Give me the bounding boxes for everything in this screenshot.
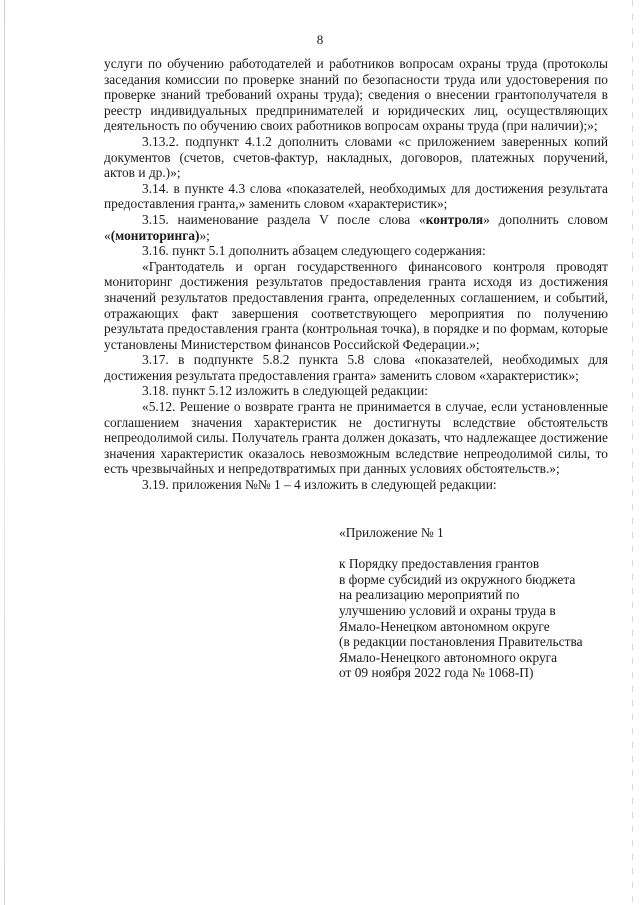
appendix-line: улучшению условий и охраны труда в <box>339 602 556 618</box>
text-run: 3.14. в пункте 4.3 слова «показателей, необходимых для достижения результата предоставления гранта,» заменить словом «характеристик»; <box>104 180 608 212</box>
text-run: 3.13.2. подпункт 4.1.2 дополнить словами «с приложением заверенных копий документов (счетов, счетов-фактур, накладных, договоров, платежных поручений, актов и др.)»; <box>104 133 608 181</box>
paragraph <box>104 477 608 493</box>
appendix-lines <box>339 556 629 681</box>
paragraph <box>104 181 608 212</box>
paragraph <box>104 383 608 399</box>
scan-edge-right <box>632 0 633 905</box>
text-run: » дополнить словом « <box>104 211 608 243</box>
text-run: 3.18. пункт 5.12 изложить в следующей редакции: <box>142 383 428 399</box>
appendix-line: Ямало-Ненецком автономном округе <box>339 618 550 634</box>
paragraph <box>104 243 608 259</box>
paragraph <box>104 259 608 353</box>
paragraph <box>104 56 608 134</box>
appendix-heading: «Приложение № 1 <box>339 525 444 540</box>
appendix-block <box>339 525 629 681</box>
scan-edge-left <box>4 0 5 905</box>
appendix-line: в форме субсидий из окружного бюджета <box>339 571 576 587</box>
text-run: услуги по обучению работодателей и работников вопросам охраны труда (протоколы заседания комиссии по проверке знаний по безопасности труда или удостоверения по проверке знаний требований охраны труда); сведения о внесении грантополучателя в реестр индивидуальных предпринимателей и юридических лиц, осуществляющих деятельность по обучению своих работников вопросам охраны труда (при наличии);»; <box>104 56 608 134</box>
appendix-line: на реализацию мероприятий по <box>339 587 520 603</box>
text-run: «Грантодатель и орган государственного финансового контроля проводят мониторинг достижения результатов предоставления гранта исходя из достижения значений результатов предоставления гранта, определенных соглашением, и событий, отражающих факт завершения соответствующего мероприятия по получению результата предоставления гранта (контрольная точка), в порядке и по формам, которые установлены Министерством финансов Российской Федерации.»; <box>104 258 608 352</box>
text-run: «5.12. Решение о возврате гранта не принимается в случае, если установленные соглашением значения характеристик не достигнуты вследствие обстоятельств непреодолимой силы. Получатель гранта должен доказать, что надлежащее достижение значения характеристик оказалось невозможным вследствие непреодолимой силы, то есть чрезвычайных и непредотвратимых при данных условиях обстоятельств.»; <box>104 399 608 477</box>
appendix-line: (в редакции постановления Правительства <box>339 634 583 650</box>
bold-text: контроля <box>425 211 484 227</box>
paragraph <box>104 399 608 477</box>
paragraph <box>104 352 608 383</box>
text-run: »; <box>199 227 210 243</box>
paragraph <box>104 134 608 181</box>
appendix-line: Ямало-Ненецкого автономного округа <box>339 649 558 665</box>
text-run: 3.16. пункт 5.1 дополнить абзацем следующего содержания: <box>142 243 486 259</box>
bold-text: (мониторинга) <box>110 227 200 243</box>
document-body <box>104 56 608 493</box>
text-run: 3.19. приложения №№ 1 – 4 изложить в следующей редакции: <box>142 477 497 493</box>
page-number: 8 <box>316 32 324 47</box>
paragraph <box>104 212 608 243</box>
appendix-line: к Порядку предоставления грантов <box>339 556 540 572</box>
text-run: 3.17. в подпункте 5.8.2 пункта 5.8 слова «показателей, необходимых для достижения результата предоставления гранта» заменить словом «характеристик»; <box>104 352 608 383</box>
text-run: 3.15. наименование раздела V после слова « <box>142 211 426 227</box>
appendix-line: от 09 ноября 2022 года № 1068-П) <box>339 665 534 681</box>
